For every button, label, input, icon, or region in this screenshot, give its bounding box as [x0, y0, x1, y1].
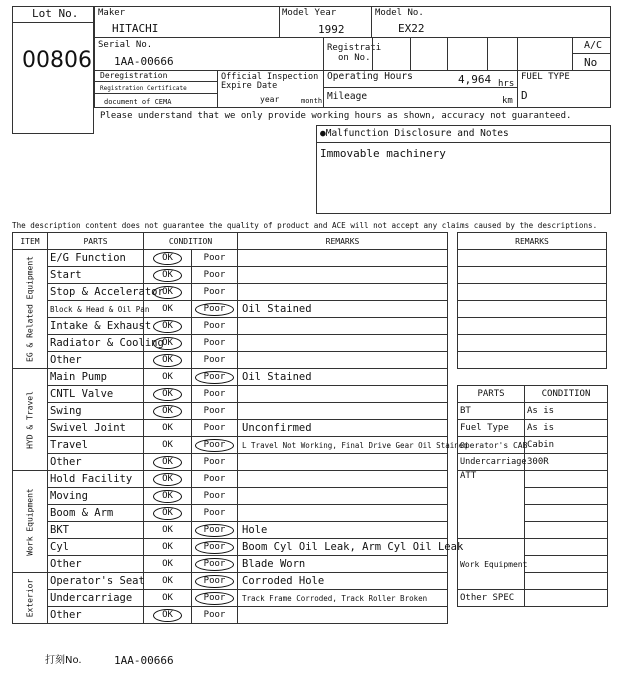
spec-value-empty [525, 556, 608, 573]
remark-text [238, 267, 448, 284]
spec-value-empty [525, 471, 608, 488]
inspection-label-2: Expire Date [221, 81, 278, 91]
maker-value: HITACHI [112, 22, 159, 35]
spec-value-empty [525, 522, 608, 539]
ok-marked: OK [153, 456, 182, 469]
poor-label: Poor [203, 457, 226, 467]
right-remarks-line [458, 267, 607, 284]
remark-text: Blade Worn [238, 556, 448, 573]
condition-row [13, 471, 448, 488]
right-remarks-header: REMARKS [458, 233, 607, 250]
poor-cell [192, 573, 238, 590]
remark-text: Oil Stained [238, 301, 448, 318]
part-name: Other [48, 556, 144, 573]
part-name: Hold Facility [48, 471, 144, 488]
poor-marked: Poor [195, 439, 235, 452]
poor-cell [192, 267, 238, 284]
ok-cell [144, 505, 192, 522]
poor-label: Poor [203, 287, 226, 297]
inspection-label-1: Official Inspection [221, 72, 319, 82]
ok-marked: OK [153, 473, 182, 486]
ok-label: OK [162, 593, 173, 603]
ok-cell [144, 573, 192, 590]
poor-label: Poor [203, 270, 226, 280]
part-name: Swivel Joint [48, 420, 144, 437]
month-label: month [301, 97, 323, 105]
remark-text: Track Frame Corroded, Track Roller Broken [238, 590, 448, 607]
condition-row [13, 590, 448, 607]
ok-cell [144, 335, 192, 352]
ok-cell [144, 488, 192, 505]
ok-label: OK [162, 304, 173, 314]
dereg-sub-1: Registration Certificate [100, 85, 187, 92]
serial-value: 1AA-00666 [114, 55, 174, 68]
spec-part: Undercarriage [458, 454, 525, 471]
poor-cell [192, 403, 238, 420]
ok-cell [144, 590, 192, 607]
group-cell [13, 250, 48, 369]
part-name: Other [48, 607, 144, 624]
remark-text: Corroded Hole [238, 573, 448, 590]
ok-marked: OK [153, 252, 182, 265]
operating-hours-value: 4,964 [458, 73, 492, 86]
part-name: Boom & Arm [48, 505, 144, 522]
ok-marked: OK [153, 405, 182, 418]
hrs-unit: hrs [498, 79, 515, 89]
remark-text [238, 284, 448, 301]
poor-cell [192, 488, 238, 505]
mileage-label: Mileage [327, 91, 368, 102]
ok-label: OK [162, 440, 173, 450]
ok-marked: OK [153, 320, 182, 333]
ok-cell [144, 607, 192, 624]
group-cell [13, 471, 48, 573]
ok-cell [144, 301, 192, 318]
condition-row [13, 386, 448, 403]
poor-cell [192, 607, 238, 624]
ok-cell [144, 369, 192, 386]
year-label: year [260, 95, 280, 104]
right-remarks-line [458, 301, 607, 318]
disclaimer: The description content does not guarantee the quality of product and ACE will not accept any claims caused by the descriptions. [12, 221, 598, 230]
group-cell [13, 573, 48, 624]
condition-row [13, 352, 448, 369]
model-year-label: Model Year [282, 8, 337, 18]
spec-condition-header: CONDITION [525, 386, 608, 403]
ok-marked: OK [153, 490, 182, 503]
condition-row [13, 607, 448, 624]
condition-row [13, 573, 448, 590]
lot-label: Lot No. [32, 7, 79, 20]
km-unit: km [502, 96, 513, 106]
part-name: Cyl [48, 539, 144, 556]
condition-row [13, 250, 448, 267]
stamp-value: 1AA-00666 [114, 654, 174, 667]
remark-text [238, 454, 448, 471]
ok-marked: OK [153, 388, 182, 401]
deregistration-label: Deregistration [100, 71, 168, 80]
part-name: Intake & Exhaust [48, 318, 144, 335]
ok-marked: OK [153, 354, 182, 367]
dereg-sub-2: document of CEMA [104, 98, 172, 106]
condition-row [13, 454, 448, 471]
poor-cell [192, 250, 238, 267]
condition-header: CONDITION [144, 233, 238, 250]
spec-part: BT [458, 403, 525, 420]
poor-cell [192, 590, 238, 607]
registration-label-2: on No. [338, 53, 371, 63]
right-remarks-table [457, 232, 607, 369]
poor-label: Poor [203, 253, 226, 263]
remark-text [238, 318, 448, 335]
condition-row [13, 369, 448, 386]
ok-label: OK [162, 525, 173, 535]
part-name: Undercarriage [48, 590, 144, 607]
condition-row [13, 539, 448, 556]
poor-cell [192, 318, 238, 335]
poor-cell [192, 471, 238, 488]
part-name: BKT [48, 522, 144, 539]
ok-cell [144, 539, 192, 556]
poor-cell [192, 420, 238, 437]
remark-text [238, 471, 448, 488]
poor-marked: Poor [195, 575, 235, 588]
maker-label: Maker [98, 8, 126, 18]
ok-marked: OK [153, 269, 182, 282]
registration-box-1 [372, 37, 411, 71]
condition-row [13, 505, 448, 522]
notice-hours: Please understand that we only provide working hours as shown, accuracy not guaranteed. [100, 111, 572, 121]
other-spec-label: Other SPEC [458, 590, 525, 607]
part-name: Other [48, 352, 144, 369]
ok-marked: OK [153, 507, 182, 520]
poor-cell [192, 522, 238, 539]
spec-value-empty [525, 539, 608, 556]
ok-marked: OK [153, 609, 182, 622]
ok-cell [144, 284, 192, 301]
malfunction-divider [316, 142, 611, 143]
poor-cell [192, 454, 238, 471]
spec-table [457, 385, 608, 607]
poor-marked: Poor [195, 541, 235, 554]
poor-label: Poor [203, 491, 226, 501]
poor-label: Poor [203, 406, 226, 416]
registration-box-3 [447, 37, 488, 71]
remark-text [238, 250, 448, 267]
spec-value-empty [525, 590, 608, 607]
ok-label: OK [162, 542, 173, 552]
poor-cell [192, 301, 238, 318]
registration-box-4 [487, 37, 518, 71]
work-equipment-label: Work Equipment [458, 539, 525, 590]
lot-number: 00806 [22, 48, 92, 73]
item-header: ITEM [13, 233, 48, 250]
ok-cell [144, 267, 192, 284]
parts-header: PARTS [48, 233, 144, 250]
operating-hours-label: Operating Hours [327, 71, 413, 82]
part-name: Main Pump [48, 369, 144, 386]
ac-label: A/C [584, 40, 603, 51]
part-name: Moving [48, 488, 144, 505]
registration-box-2 [410, 37, 448, 71]
remark-text [238, 335, 448, 352]
right-remarks-line [458, 250, 607, 267]
poor-label: Poor [203, 355, 226, 365]
ok-cell [144, 471, 192, 488]
poor-label: Poor [203, 321, 226, 331]
ok-cell [144, 454, 192, 471]
ok-cell [144, 420, 192, 437]
ok-cell [144, 250, 192, 267]
part-name: CNTL Valve [48, 386, 144, 403]
condition-row [13, 522, 448, 539]
condition-row [13, 267, 448, 284]
remark-text: Boom Cyl Oil Leak, Arm Cyl Oil Leak [238, 539, 448, 556]
right-remarks-line [458, 318, 607, 335]
poor-label: Poor [203, 338, 226, 348]
ok-label: OK [162, 559, 173, 569]
remark-text [238, 352, 448, 369]
right-remarks-line [458, 352, 607, 369]
condition-row [13, 420, 448, 437]
spec-value: As is [525, 403, 608, 420]
group-label: EG & Related Equipment [25, 256, 35, 362]
ok-label: OK [162, 372, 173, 382]
remark-text: Oil Stained [238, 369, 448, 386]
remark-text [238, 488, 448, 505]
poor-cell [192, 556, 238, 573]
spec-value-empty [525, 505, 608, 522]
ok-cell [144, 556, 192, 573]
remark-text [238, 505, 448, 522]
poor-cell [192, 505, 238, 522]
fuel-type-value: D [521, 89, 528, 102]
condition-row [13, 556, 448, 573]
att-label: ATT [458, 471, 525, 539]
remark-text [238, 403, 448, 420]
model-no-label: Model No. [375, 8, 424, 18]
part-name: E/G Function [48, 250, 144, 267]
ok-marked: OK [153, 286, 182, 299]
poor-label: Poor [203, 389, 226, 399]
ok-cell [144, 522, 192, 539]
condition-row [13, 301, 448, 318]
part-name: Other [48, 454, 144, 471]
remark-text: L Travel Not Working, Final Drive Gear Oil Stained [238, 437, 448, 454]
poor-cell [192, 369, 238, 386]
condition-row [13, 335, 448, 352]
model-no-value: EX22 [398, 22, 425, 35]
condition-row [13, 437, 448, 454]
poor-label: Poor [203, 474, 226, 484]
poor-cell [192, 284, 238, 301]
ac-divider [572, 53, 611, 54]
stamp-label: 打刻No. [45, 655, 82, 666]
spec-value: Cabin [525, 437, 608, 454]
model-year-value: 1992 [318, 23, 345, 36]
part-name: Operator's Seat [48, 573, 144, 590]
poor-marked: Poor [195, 558, 235, 571]
ok-cell [144, 403, 192, 420]
poor-cell [192, 386, 238, 403]
poor-cell [192, 539, 238, 556]
spec-value-empty [525, 488, 608, 505]
ok-cell [144, 386, 192, 403]
remark-text: Hole [238, 522, 448, 539]
group-label: Exterior [25, 578, 35, 618]
right-remarks-line [458, 335, 607, 352]
remarks-header: REMARKS [238, 233, 448, 250]
registration-box-5 [517, 37, 573, 71]
condition-row [13, 284, 448, 301]
part-name: Travel [48, 437, 144, 454]
dereg-divider-1 [94, 81, 218, 82]
remark-text [238, 386, 448, 403]
condition-row [13, 488, 448, 505]
part-name: Swing [48, 403, 144, 420]
right-remarks-line [458, 284, 607, 301]
ok-cell [144, 437, 192, 454]
spec-part: Fuel Type [458, 420, 525, 437]
part-name: Stop & Accelerator [48, 284, 144, 301]
poor-label: Poor [203, 610, 226, 620]
spec-value: As is [525, 420, 608, 437]
poor-cell [192, 335, 238, 352]
part-name: Radiator & Cooling [48, 335, 144, 352]
ok-cell [144, 318, 192, 335]
malfunction-title: ●Malfunction Disclosure and Notes [320, 128, 509, 139]
ok-label: OK [162, 576, 173, 586]
part-name: Start [48, 267, 144, 284]
ok-label: OK [162, 423, 173, 433]
registration-label-1: Registrati [327, 43, 382, 53]
poor-marked: Poor [195, 592, 235, 605]
poor-cell [192, 437, 238, 454]
poor-marked: Poor [195, 371, 235, 384]
group-label: Work Equipment [25, 487, 35, 556]
condition-row [13, 403, 448, 420]
group-cell [13, 369, 48, 471]
remark-text: Unconfirmed [238, 420, 448, 437]
poor-marked: Poor [195, 524, 235, 537]
condition-row [13, 318, 448, 335]
poor-label: Poor [203, 423, 226, 433]
part-name: Block & Head & Oil Pan [48, 301, 144, 318]
ac-value: No [584, 56, 598, 69]
poor-marked: Poor [195, 303, 235, 316]
fuel-type-label: FUEL TYPE [521, 72, 570, 82]
group-label: HYD & Travel [25, 390, 35, 449]
ok-marked: OK [153, 337, 182, 350]
spec-part: Operator's CAB [458, 437, 525, 454]
spec-value: 300R [525, 454, 608, 471]
serial-label: Serial No. [98, 40, 153, 50]
remark-text [238, 607, 448, 624]
poor-label: Poor [203, 508, 226, 518]
spec-parts-header: PARTS [458, 386, 525, 403]
hours-divider [323, 87, 518, 88]
spec-value-empty [525, 573, 608, 590]
poor-cell [192, 352, 238, 369]
malfunction-text: Immovable machinery [320, 147, 446, 160]
ok-cell [144, 352, 192, 369]
